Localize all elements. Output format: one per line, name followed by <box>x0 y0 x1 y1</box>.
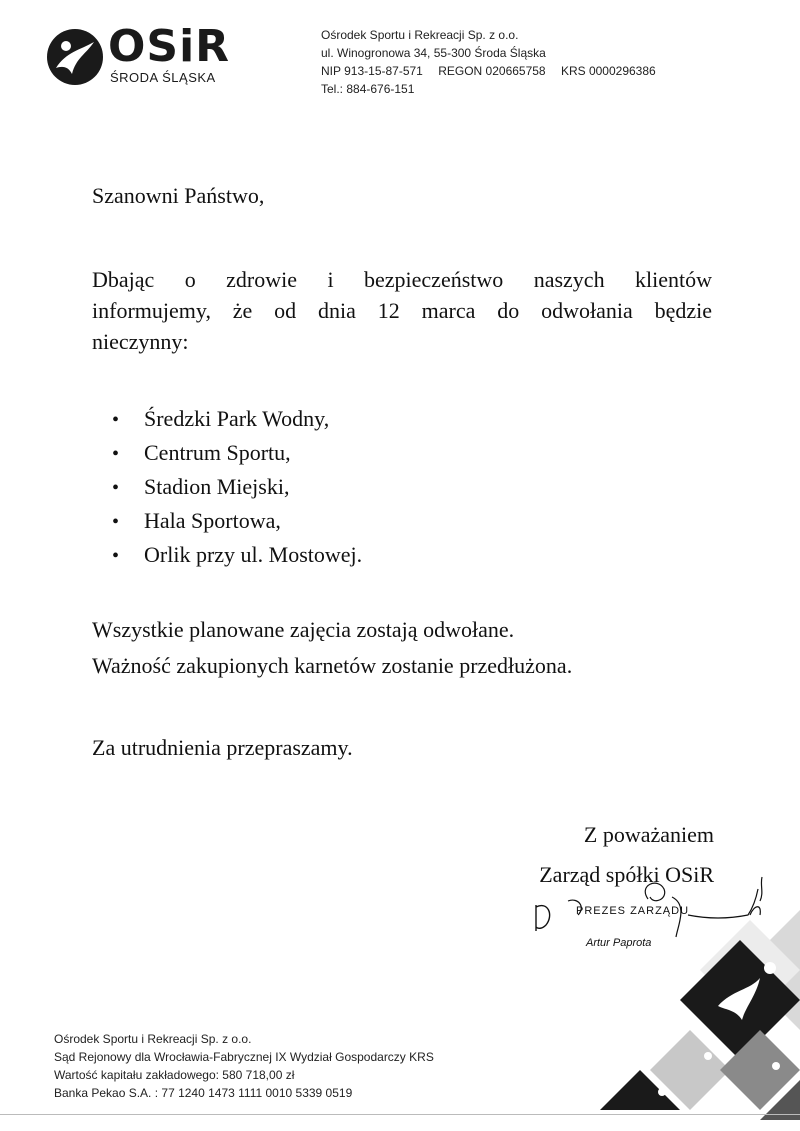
footer-court: Sąd Rejonowy dla Wrocławia-Fabrycznej IX Wydział Gospodarczy KRS <box>54 1050 434 1064</box>
footer-capital: Wartość kapitału zakładowego: 580 718,00 zł <box>54 1068 295 1082</box>
stamp-name: Artur Paprota <box>586 937 652 949</box>
list-item <box>112 470 362 504</box>
header-regon: REGON 020665758 <box>438 64 546 78</box>
regards-text: Z poważaniem <box>583 822 714 847</box>
list-item <box>112 538 362 572</box>
board-signature-text: Zarząd spółki OSiR <box>539 862 714 887</box>
paragraph-line: nieczynny: <box>92 329 189 354</box>
sport-tiles-decoration-icon <box>600 880 800 1120</box>
facility-name: Centrum Sportu, <box>144 440 291 465</box>
closed-facilities-list <box>112 402 362 572</box>
paragraph-line: Dbając o zdrowie i bezpieczeństwo naszych klientów <box>92 267 712 292</box>
osir-logo <box>46 22 236 94</box>
header-krs: KRS 0000296386 <box>560 64 656 78</box>
facility-name: Orlik przy ul. Mostowej. <box>144 542 363 567</box>
header-company-name: Ośrodek Sportu i Rekreacji Sp. z o.o. <box>321 28 519 42</box>
bullet: • <box>112 477 120 499</box>
bullet: • <box>112 545 120 567</box>
logo-wordmark: OSiR <box>108 21 231 72</box>
passes-extended-text: Ważność zakupionych karnetów zostanie przedłużona. <box>92 653 573 678</box>
logo-subtitle: ŚRODA ŚLĄSKA <box>110 70 216 85</box>
list-item <box>112 402 362 436</box>
greeting: Szanowni Państwo, <box>92 183 265 208</box>
header-address: ul. Winogronowa 34, 55-300 Środa Śląska <box>321 46 546 60</box>
footer-bank: Banka Pekao S.A. : 77 1240 1473 1111 0010 5339 0519 <box>54 1086 353 1100</box>
footer-divider <box>0 1114 800 1115</box>
bullet: • <box>112 511 120 533</box>
cancelled-classes-text: Wszystkie planowane zajęcia zostają odwołane. <box>92 617 515 642</box>
bullet: • <box>112 443 120 465</box>
facility-name: Hala Sportowa, <box>144 508 281 533</box>
bullet: • <box>112 409 120 431</box>
header-nip: NIP 913-15-87-571 <box>321 64 423 78</box>
paragraph-line: informujemy, że od dnia 12 marca do odwołania będzie <box>92 298 712 323</box>
header-company-info <box>321 26 656 98</box>
footer-company-name: Ośrodek Sportu i Rekreacji Sp. z o.o. <box>54 1032 252 1046</box>
list-item <box>112 436 362 470</box>
list-item <box>112 504 362 538</box>
athlete-logo-icon <box>46 28 104 86</box>
apology-text: Za utrudnienia przepraszamy. <box>92 735 353 760</box>
header-phone: Tel.: 884-676-151 <box>321 82 415 96</box>
footer-company-info <box>54 1030 434 1102</box>
header-registry <box>321 62 656 80</box>
announcement-paragraph <box>92 264 712 357</box>
stamp-title: PREZES ZARZĄDU <box>576 905 690 917</box>
facility-name: Średzki Park Wodny, <box>144 406 330 431</box>
facility-name: Stadion Miejski, <box>144 474 290 499</box>
